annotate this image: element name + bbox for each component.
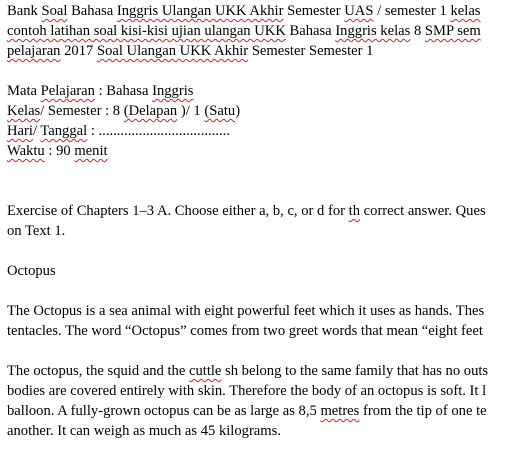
- text-run: Octopus: [7, 263, 56, 279]
- spellcheck-word: Hari: [7, 123, 33, 139]
- text-run: balloon. A fully-grown octopus can be as large as 8,5: [7, 403, 321, 419]
- text-run: The Octopus is a sea animal with eight powerful feet which it uses as hands. Thes: [7, 303, 485, 319]
- doc-line-para1-1: [7, 301, 484, 321]
- doc-line-instructions: [7, 201, 486, 221]
- spellcheck-word: pelajaran: [7, 43, 61, 59]
- spellcheck-word: (Satu: [204, 103, 236, 119]
- doc-line-title-3: [7, 41, 373, 61]
- text-run: Bahasa: [67, 3, 117, 19]
- spellcheck-word: Inggris kelas: [335, 23, 411, 39]
- document-page: [7, 0, 532, 460]
- doc-line-title-2: [7, 21, 481, 41]
- text-run: Mata: [7, 83, 41, 99]
- text-run: sh belong to the same family that has no outs: [221, 363, 489, 379]
- doc-line-para2-1: [7, 361, 488, 381]
- spellcheck-word: Waktu: [7, 143, 45, 159]
- doc-line-date: [7, 121, 230, 141]
- text-run: 8: [410, 23, 425, 39]
- text-run: Bank: [7, 3, 42, 19]
- spellcheck-word: menit: [74, 143, 108, 159]
- spellcheck-word: Kelas: [7, 103, 41, 119]
- doc-line-instructions-2: [7, 221, 65, 241]
- text-run: ): [235, 103, 241, 119]
- text-run: : Bahasa: [94, 83, 153, 99]
- spellcheck-word: contoh latihan soal kisi-kisi ujian ulangan UKK: [7, 23, 286, 39]
- doc-line-para2-2: [7, 381, 486, 401]
- doc-line-para1-2: [7, 321, 483, 341]
- doc-line-class: [7, 101, 240, 121]
- text-run: / semester 1: [373, 3, 451, 19]
- text-run: bodies are covered entirely with skin. Therefore the body of an octopus is soft. It l: [7, 383, 487, 399]
- doc-line-time: [7, 141, 108, 161]
- text-run: Exercise of Chapters 1–3 A. Choose either a, b, c, or d for: [7, 203, 349, 219]
- spellcheck-word: th: [348, 203, 361, 219]
- text-run: tentacles. The word “Octopus” comes from two greet words that mean “eight feet: [7, 323, 483, 339]
- spellcheck-word: Inggris Ulangan UKK Akhir: [116, 3, 284, 19]
- text-run: on Text 1.: [7, 223, 66, 239]
- text-run: Semester: [283, 3, 345, 19]
- spellcheck-word: Inggris: [152, 83, 194, 99]
- text-run: correct answer. Ques: [360, 203, 486, 219]
- spellcheck-word: Soal Ulangan UKK Akhir: [96, 43, 249, 59]
- spellcheck-word: Soal: [41, 3, 68, 19]
- text-run: )/ 1: [177, 103, 205, 119]
- text-run: /: [32, 123, 41, 139]
- text-run: 2017: [60, 43, 97, 59]
- text-run: : 90: [44, 143, 75, 159]
- text-run: from the tip of one te: [359, 403, 487, 419]
- text-run: / Semester : 8: [40, 103, 124, 119]
- doc-line-title-1: [7, 1, 480, 21]
- doc-line-subject: [7, 81, 193, 101]
- spellcheck-word: Pelajaran: [40, 83, 95, 99]
- doc-line-heading: [7, 261, 56, 281]
- spellcheck-word: metres: [320, 403, 360, 419]
- spellcheck-word: (Delapan: [123, 103, 178, 119]
- text-run: another. It can weigh as much as 45 kilograms.: [7, 423, 281, 439]
- text-run: Semester Semester 1: [248, 43, 374, 59]
- spellcheck-word: SMP sem: [424, 23, 481, 39]
- text-run: The octopus, the squid and the: [7, 363, 189, 379]
- spellcheck-word: Tanggal: [40, 123, 88, 139]
- text-run: Bahasa: [285, 23, 336, 39]
- spellcheck-word: cuttle: [188, 363, 222, 379]
- spellcheck-word: kelas: [450, 3, 481, 19]
- doc-line-para2-3: [7, 401, 487, 421]
- spellcheck-word: UAS: [344, 3, 374, 19]
- text-run: : ....................................: [87, 123, 230, 139]
- doc-line-para2-4: [7, 421, 281, 441]
